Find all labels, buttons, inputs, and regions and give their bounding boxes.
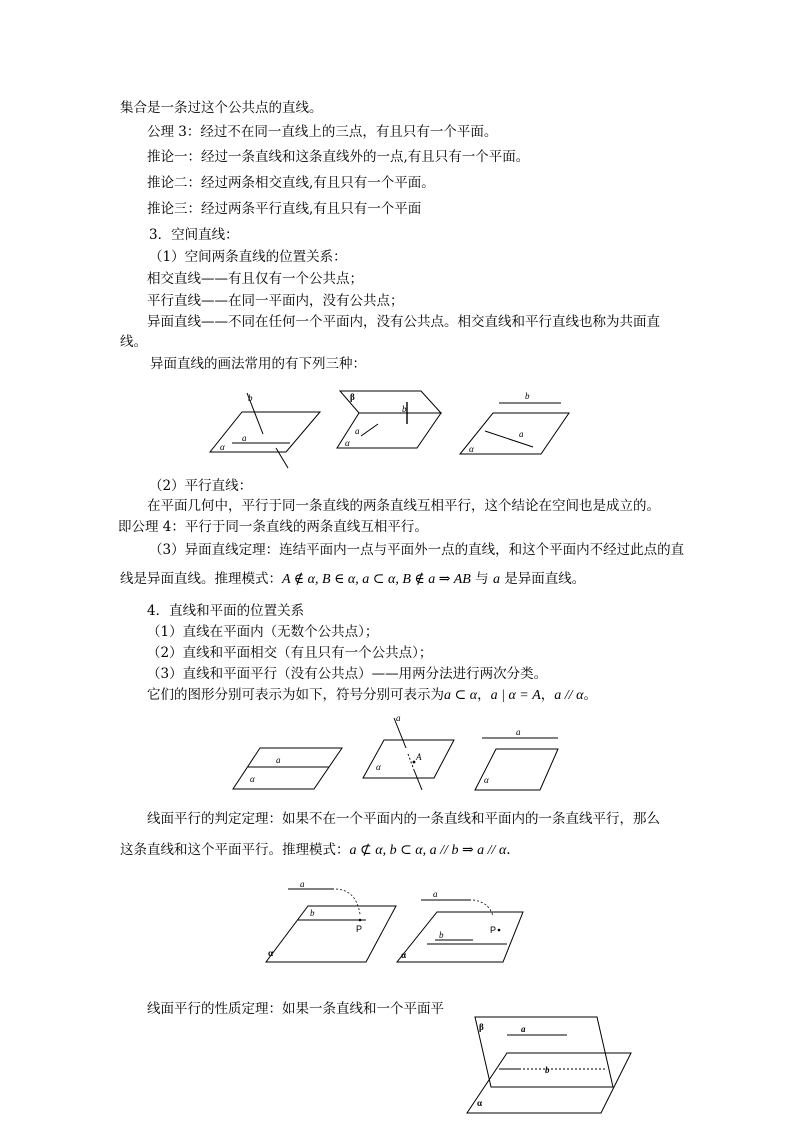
plane-geometry-text: 在平面几何中，平行于同一条直线的两条直线互相平行，这个结论在空间也是成立的。 — [147, 498, 660, 514]
label-a: a — [519, 429, 524, 439]
label-a: a — [521, 1024, 526, 1034]
skew-theorem-formula-line — [120, 570, 585, 589]
skew-figure-1 — [208, 390, 323, 470]
parallel-formula-prefix: 这条直线和这个平面平行。推理模式： — [120, 842, 350, 858]
relation-prefix: 它们的图形分别可表示为如下，符号分别可表示为 — [147, 687, 444, 703]
skew-figure-2 — [333, 388, 445, 453]
label-alpha: α — [268, 948, 274, 958]
label-a: a — [355, 426, 360, 436]
label-P: P — [356, 924, 363, 934]
skew-lines: 异面直线——不同在任何一个平面内，没有公共点。相交直线和平行直线也称为共面直 — [147, 314, 660, 330]
label-alpha: α — [484, 775, 489, 785]
parallel-criterion-formula-line — [120, 841, 511, 860]
case-1: （1）直线在平面内（无数个公共点）； — [147, 624, 379, 640]
label-P: P — [490, 925, 497, 935]
relation-f1: a ⊂ α — [444, 688, 478, 703]
subsection-1: （1）空间两条直线的位置关系： — [149, 249, 347, 265]
corollary-3: 推论三：经过两条平行直线,有且只有一个平面 — [147, 201, 422, 217]
line-parallel-plane-figure — [472, 722, 562, 794]
relation-f3: a // α — [554, 688, 584, 703]
parallel-formula: a ⊄ α, b ⊂ α, a // b ⇒ a // α — [349, 843, 507, 858]
skew-formula-prefix: 线是异面直线。推理模式： — [120, 571, 282, 587]
label-A: A — [416, 752, 422, 762]
axiom-4: 即公理 4：平行于同一条直线的两条直线互相平行。 — [118, 519, 428, 535]
corollary-1: 推论一：经过一条直线和这条直线外的一点,有且只有一个平面。 — [147, 149, 530, 165]
label-b: b — [525, 391, 530, 401]
subsection-2: （2）平行直线： — [149, 478, 253, 494]
parallel-formula-end: . — [506, 842, 511, 858]
relation-end: 。 — [583, 687, 597, 703]
text-line-1: 集合是一条过这个公共点的直线。 — [120, 100, 323, 116]
property-figure — [463, 1005, 635, 1117]
label-b: b — [402, 404, 407, 414]
parallel-criterion: 线面平行的判定定理：如果不在一个平面内的一条直线和平面内的一条直线平行，那么 — [147, 811, 660, 827]
skew-formula: A ∉ α, B ∈ α, a ⊂ α, B ∉ a ⇒ AB — [282, 572, 471, 587]
corollary-2: 推论二：经过两条相交直线,有且只有一个平面。 — [147, 175, 435, 191]
label-b: b — [439, 930, 444, 940]
label-a: a — [516, 727, 521, 737]
skew-figure-3 — [457, 388, 572, 458]
label-alpha: α — [477, 1098, 483, 1108]
label-b: b — [545, 1065, 550, 1075]
criterion-figure-2 — [395, 884, 525, 969]
parallel-lines: 平行直线——在同一平面内，没有公共点； — [147, 293, 404, 309]
skew-drawing-intro: 异面直线的画法常用的有下列三种： — [150, 356, 366, 372]
skew-formula-var: a — [492, 572, 500, 587]
label-alpha: α — [401, 950, 407, 960]
skew-formula-suffix: 是异面直线。 — [499, 571, 586, 587]
axiom-3: 公理 3：经过不在同一直线上的三点，有且只有一个平面。 — [147, 124, 498, 140]
label-alpha: α — [469, 444, 474, 454]
skew-theorem: （3）异面直线定理：连结平面内一点与平面外一点的直线，和这个平面内不经过此点的直 — [149, 542, 685, 558]
label-alpha: α — [376, 762, 381, 772]
relation-sep2: ， — [540, 687, 555, 703]
skew-lines-cont: 线。 — [120, 334, 147, 350]
relation-symbols-line — [147, 686, 597, 705]
case-2: （2）直线和平面相交（有且只有一个公共点）； — [147, 645, 433, 661]
skew-formula-mid: 与 — [470, 571, 493, 587]
label-alpha: α — [250, 774, 255, 784]
line-in-plane-figure — [230, 745, 345, 793]
section-3-heading: 3．空间直线： — [149, 227, 239, 243]
label-beta: β — [479, 1022, 484, 1032]
label-a: a — [433, 889, 438, 899]
section-4-heading: 4．直线和平面的位置关系 — [147, 603, 305, 619]
label-b: b — [248, 393, 253, 403]
criterion-figure-1 — [262, 876, 397, 966]
label-b: b — [310, 908, 315, 918]
label-a: a — [300, 879, 305, 889]
label-a: a — [396, 713, 401, 723]
label-a: a — [276, 755, 281, 765]
relation-f2: a | α = A — [490, 688, 541, 703]
parallel-property: 线面平行的性质定理：如果一条直线和一个平面平 — [147, 1001, 444, 1017]
intersecting-lines: 相交直线——有且仅有一个公共点； — [147, 271, 363, 287]
relation-sep1: ， — [477, 687, 491, 703]
line-intersect-plane-figure — [360, 712, 458, 794]
label-a: a — [242, 433, 247, 443]
label-beta: β — [350, 392, 355, 402]
label-alpha: α — [345, 438, 350, 448]
case-3: （3）直线和平面平行（没有公共点）——用两分法进行两次分类。 — [147, 666, 548, 682]
label-alpha: α — [220, 442, 225, 452]
